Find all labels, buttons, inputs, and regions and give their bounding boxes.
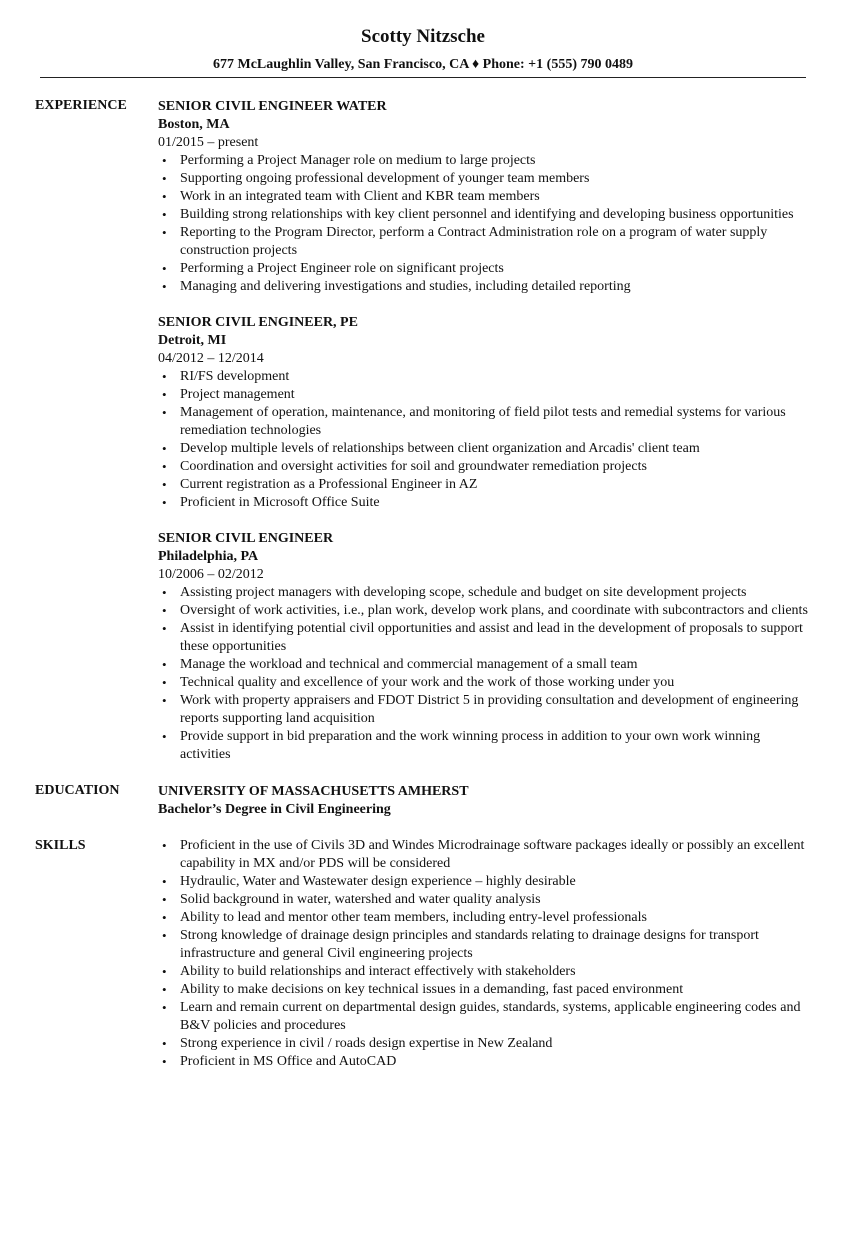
bullet-text: Project management — [180, 387, 295, 402]
bullet-icon: • — [162, 225, 167, 240]
bullet-icon: • — [162, 459, 167, 474]
job-location: Boston, MA — [158, 117, 230, 132]
bullet-icon: • — [162, 874, 167, 889]
job-entry — [158, 98, 808, 296]
list-item — [158, 891, 808, 909]
bullet-text: Ability to lead and mentor other team members, including entry-level professionals — [180, 910, 647, 925]
bullet-icon: • — [162, 369, 167, 384]
education-entry — [158, 782, 808, 819]
list-item — [158, 656, 808, 674]
job-entry — [158, 314, 808, 512]
bullet-text: Performing a Project Manager role on medium to large projects — [180, 153, 536, 168]
section-label-skills: SKILLS — [35, 838, 86, 853]
job-bullets — [158, 368, 808, 512]
list-item — [158, 981, 808, 999]
bullet-text: Performing a Project Engineer role on significant projects — [180, 261, 504, 276]
bullet-text: Solid background in water, watershed and water quality analysis — [180, 892, 541, 907]
job-dates: 04/2012 – 12/2014 — [158, 351, 264, 366]
education-section — [0, 782, 860, 819]
bullet-icon: • — [162, 892, 167, 907]
bullet-text: Reporting to the Program Director, perform a Contract Administration role on a program of water supply construction projects — [180, 225, 768, 258]
bullet-text: Proficient in MS Office and AutoCAD — [180, 1054, 397, 1069]
bullet-text: Current registration as a Professional Engineer in AZ — [180, 477, 478, 492]
job-location: Detroit, MI — [158, 333, 227, 348]
list-item — [158, 963, 808, 981]
job-dates: 01/2015 – present — [158, 135, 259, 150]
job-title: SENIOR CIVIL ENGINEER WATER — [158, 99, 387, 114]
bullet-icon: • — [162, 838, 167, 853]
bullet-icon: • — [162, 585, 167, 600]
list-item — [158, 999, 808, 1035]
bullet-text: Supporting ongoing professional development of younger team members — [180, 171, 590, 186]
list-item — [158, 1053, 808, 1071]
list-item — [158, 458, 808, 476]
bullet-icon: • — [162, 495, 167, 510]
list-item — [158, 873, 808, 891]
list-item — [158, 152, 808, 170]
bullet-icon: • — [162, 621, 167, 636]
bullet-icon: • — [162, 1036, 167, 1051]
contact-line: 677 McLaughlin Valley, San Francisco, CA ♦ Phone: +1 (555) 790 0489 — [213, 57, 633, 72]
bullet-text: Managing and delivering investigations and studies, including detailed reporting — [180, 279, 631, 294]
skills-list — [158, 837, 808, 1071]
list-item — [158, 1035, 808, 1053]
bullet-text: Manage the workload and technical and commercial management of a small team — [180, 657, 638, 672]
bullet-icon: • — [162, 964, 167, 979]
bullet-text: Hydraulic, Water and Wastewater design experience – highly desirable — [180, 874, 576, 889]
bullet-text: Develop multiple levels of relationships between client organization and Arcadis' client team — [180, 441, 700, 456]
job-bullets — [158, 584, 808, 764]
bullet-text: Strong experience in civil / roads design expertise in New Zealand — [180, 1036, 553, 1051]
degree-name: Bachelor’s Degree in Civil Engineering — [158, 802, 391, 817]
school-name: UNIVERSITY OF MASSACHUSETTS AMHERST — [158, 784, 469, 799]
bullet-text: Assist in identifying potential civil opportunities and assist and lead in the development of proposals to support these opportunities — [180, 621, 803, 654]
job-title: SENIOR CIVIL ENGINEER — [158, 531, 334, 546]
section-label-education: EDUCATION — [35, 783, 120, 798]
bullet-icon: • — [162, 189, 167, 204]
skills-bullets — [158, 837, 808, 1071]
bullet-icon: • — [162, 1000, 167, 1015]
resume-header — [40, 24, 806, 74]
skills-section — [0, 837, 860, 1071]
list-item — [158, 368, 808, 386]
experience-list — [158, 97, 808, 782]
bullet-icon: • — [162, 261, 167, 276]
list-item — [158, 584, 808, 602]
bullet-icon: • — [162, 441, 167, 456]
list-item — [158, 692, 808, 728]
job-title: SENIOR CIVIL ENGINEER, PE — [158, 315, 358, 330]
bullet-icon: • — [162, 910, 167, 925]
resume-content — [0, 97, 860, 1071]
bullet-text: Work with property appraisers and FDOT District 5 in providing consultation and development of engineering reports supporting land acquisition — [180, 693, 799, 726]
list-item — [158, 620, 808, 656]
bullet-text: Oversight of work activities, i.e., plan work, develop work plans, and coordinate with subcontractors and clients — [180, 603, 808, 618]
bullet-icon: • — [162, 657, 167, 672]
list-item — [158, 602, 808, 620]
job-bullets — [158, 152, 808, 296]
section-spacer — [0, 819, 860, 837]
bullet-text: RI/FS development — [180, 369, 290, 384]
bullet-icon: • — [162, 675, 167, 690]
header-divider — [40, 77, 806, 78]
bullet-icon: • — [162, 477, 167, 492]
bullet-icon: • — [162, 387, 167, 402]
bullet-icon: • — [162, 928, 167, 943]
job-location: Philadelphia, PA — [158, 549, 259, 564]
list-item — [158, 476, 808, 494]
bullet-icon: • — [162, 405, 167, 420]
bullet-icon: • — [162, 603, 167, 618]
bullet-text: Management of operation, maintenance, and monitoring of field pilot tests and remedial systems for various remediation technologies — [180, 405, 786, 438]
list-item — [158, 188, 808, 206]
list-item — [158, 260, 808, 278]
bullet-icon: • — [162, 982, 167, 997]
list-item — [158, 278, 808, 296]
bullet-icon: • — [162, 171, 167, 186]
list-item — [158, 404, 808, 440]
bullet-text: Proficient in the use of Civils 3D and Windes Microdrainage software packages ideally or possibly an excellent capability in MX and/or PDS will be considered — [180, 838, 805, 871]
bullet-icon: • — [162, 279, 167, 294]
bullet-text: Assisting project managers with developing scope, schedule and budget on site development projects — [180, 585, 747, 600]
bullet-text: Work in an integrated team with Client and KBR team members — [180, 189, 540, 204]
list-item — [158, 927, 808, 963]
bullet-icon: • — [162, 693, 167, 708]
list-item — [158, 494, 808, 512]
bullet-text: Proficient in Microsoft Office Suite — [180, 495, 380, 510]
list-item — [158, 170, 808, 188]
bullet-icon: • — [162, 207, 167, 222]
bullet-icon: • — [162, 1054, 167, 1069]
bullet-icon: • — [162, 153, 167, 168]
job-dates: 10/2006 – 02/2012 — [158, 567, 264, 582]
bullet-icon: • — [162, 729, 167, 744]
bullet-text: Building strong relationships with key client personnel and identifying and developing business opportunities — [180, 207, 794, 222]
list-item — [158, 386, 808, 404]
section-label-experience: EXPERIENCE — [35, 98, 127, 113]
bullet-text: Ability to build relationships and interact effectively with stakeholders — [180, 964, 576, 979]
bullet-text: Technical quality and excellence of your work and the work of those working under you — [180, 675, 675, 690]
list-item — [158, 909, 808, 927]
list-item — [158, 206, 808, 224]
candidate-name: Scotty Nitzsche — [361, 26, 485, 47]
list-item — [158, 224, 808, 260]
list-item — [158, 837, 808, 873]
bullet-text: Ability to make decisions on key technical issues in a demanding, fast paced environment — [180, 982, 684, 997]
experience-section — [0, 97, 860, 782]
job-entry — [158, 530, 808, 764]
bullet-text: Provide support in bid preparation and the work winning process in addition to your own work winning activities — [180, 729, 761, 762]
bullet-text: Learn and remain current on departmental design guides, standards, systems, applicable engineering codes and B&V policies and procedures — [180, 1000, 801, 1033]
bullet-text: Coordination and oversight activities for soil and groundwater remediation projects — [180, 459, 647, 474]
bullet-text: Strong knowledge of drainage design principles and standards relating to drainage designs for transport infrastructure and general Civil engineering projects — [180, 928, 759, 961]
list-item — [158, 728, 808, 764]
list-item — [158, 674, 808, 692]
list-item — [158, 440, 808, 458]
